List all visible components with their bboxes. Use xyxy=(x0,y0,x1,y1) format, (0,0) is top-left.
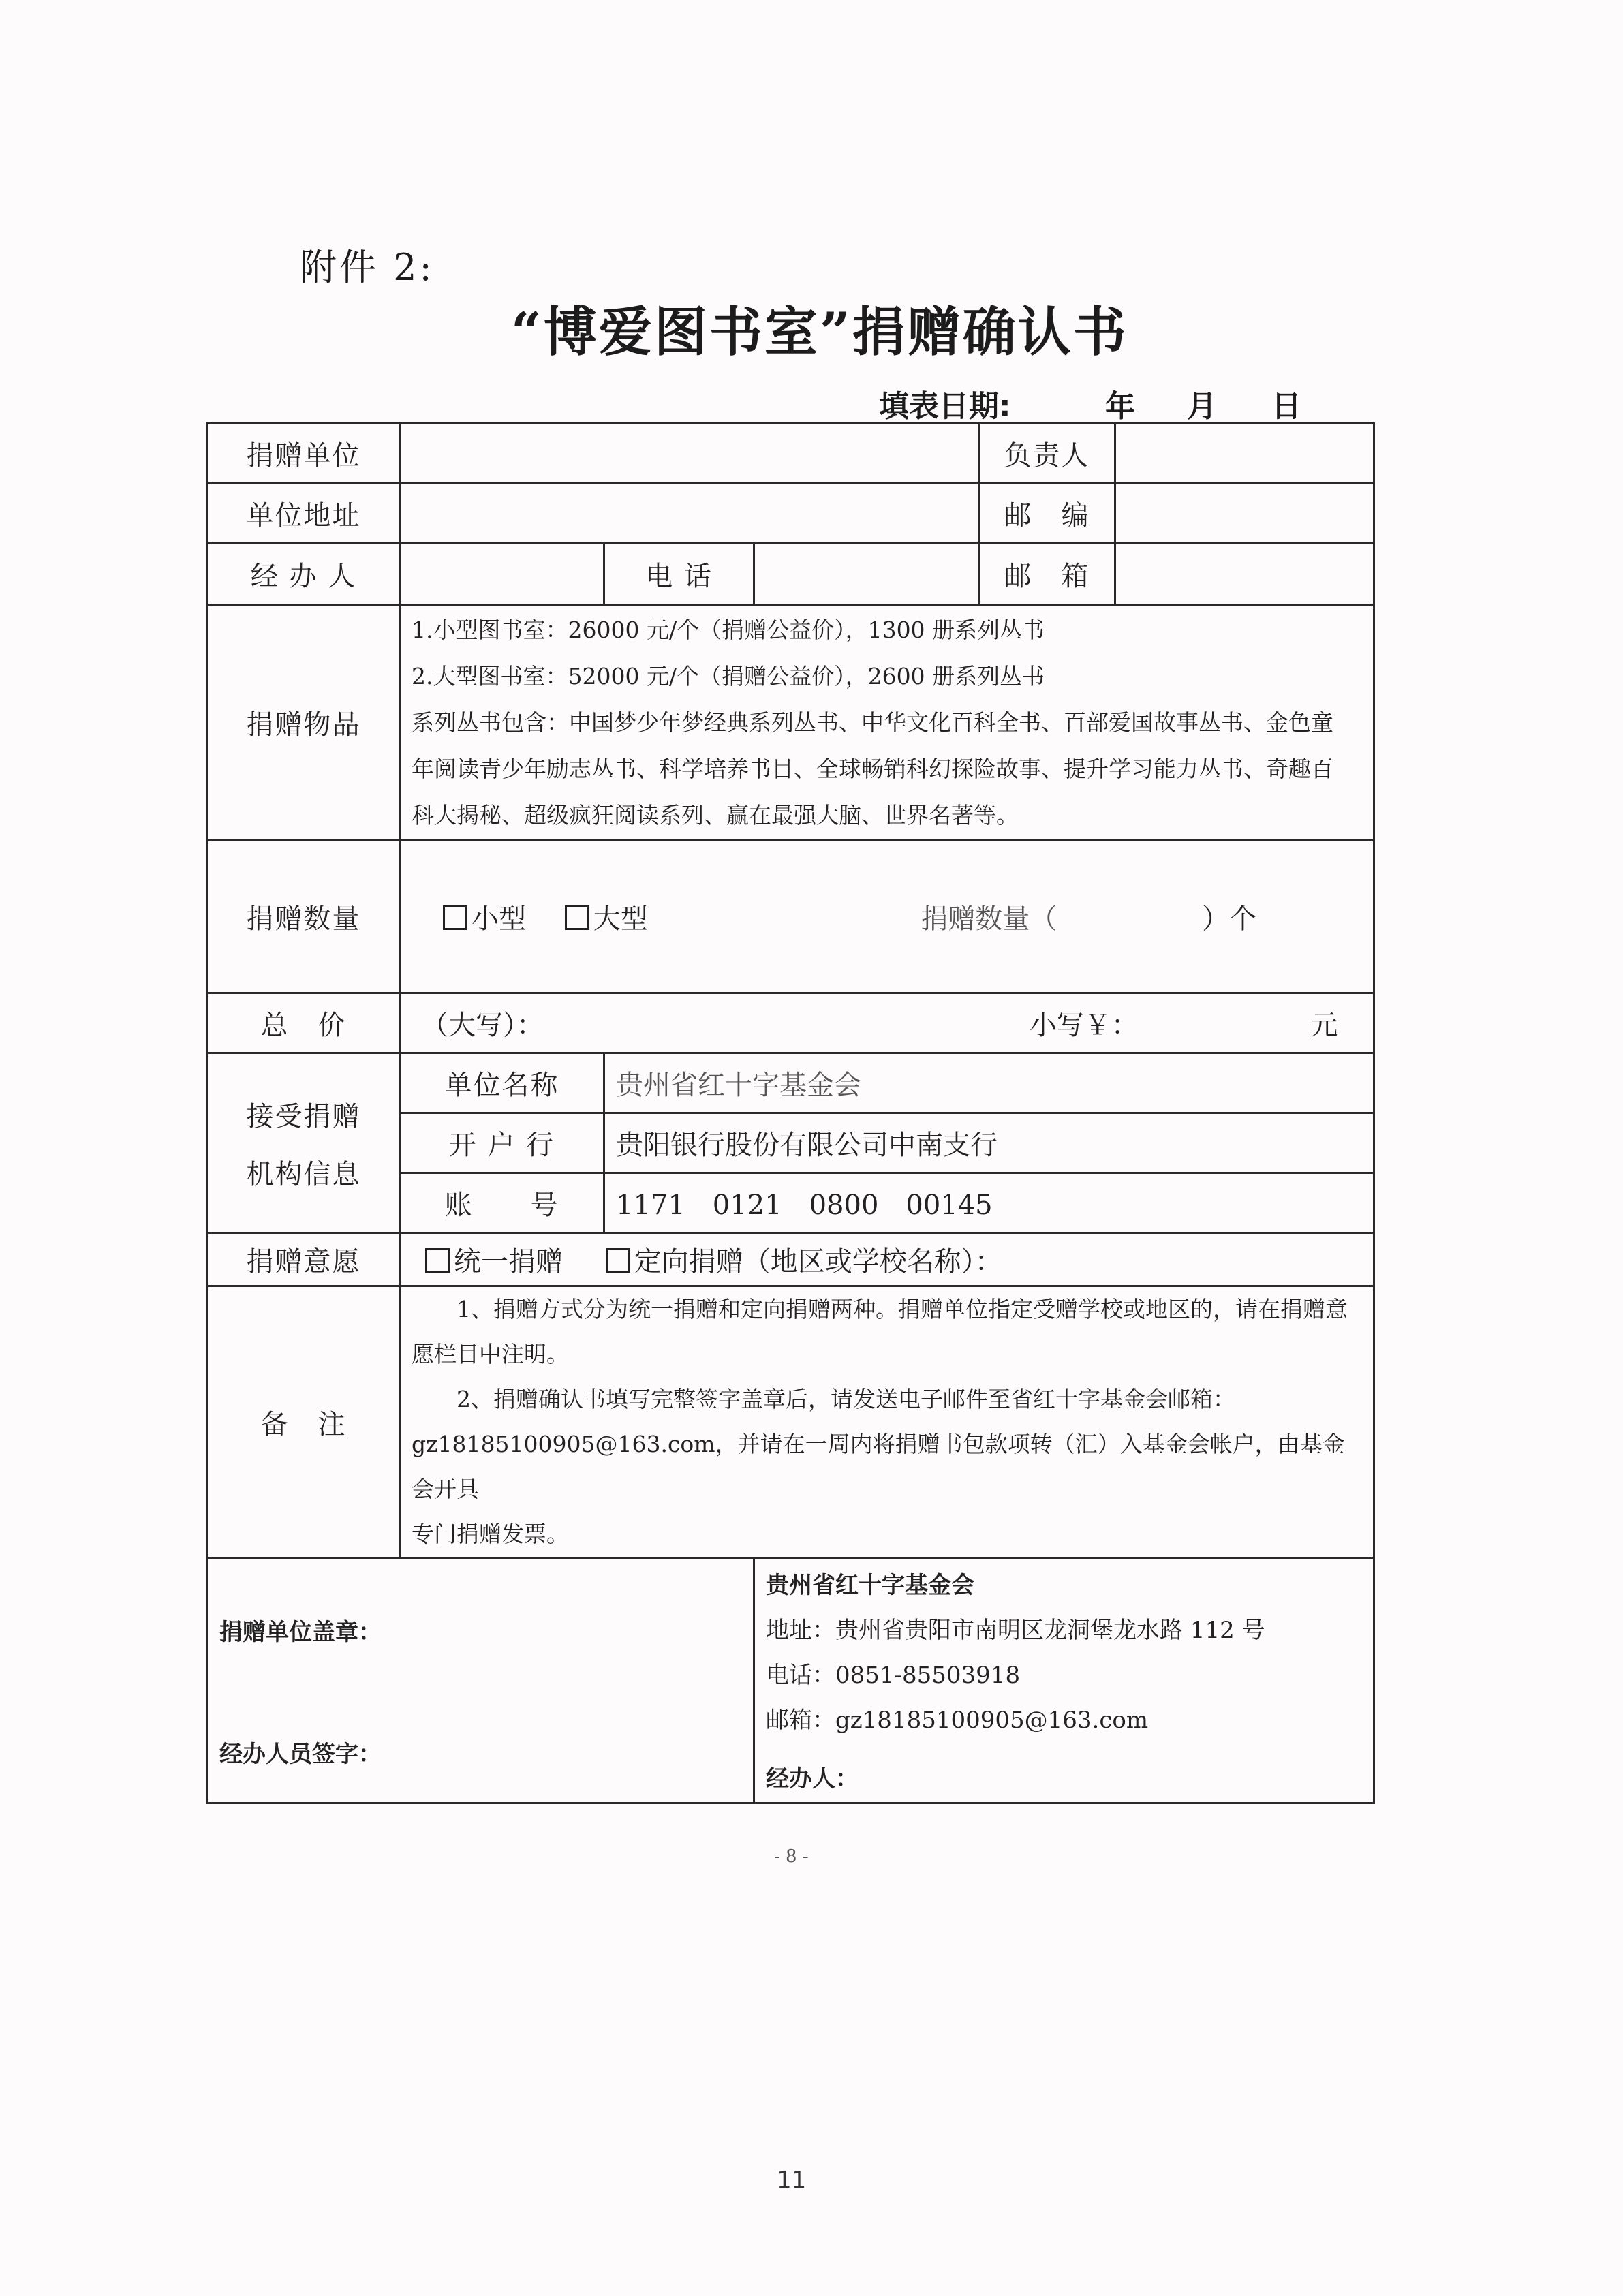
small-checkbox[interactable] xyxy=(443,905,467,930)
items-line: 系列丛书包含：中国梦少年梦经典系列丛书、中华文化百科全书、百部爱国故事丛书、金色童 xyxy=(412,709,1333,736)
email-label: 邮 箱 xyxy=(979,544,1115,605)
recipient-label-line2: 机构信息 xyxy=(246,1158,361,1190)
recipient-label xyxy=(208,1053,400,1233)
account-label: 账 号 xyxy=(400,1173,604,1233)
items-label: 捐赠物品 xyxy=(208,605,400,841)
postcode-label: 邮 编 xyxy=(979,484,1115,544)
remark-line: 愿栏目中注明。 xyxy=(412,1341,569,1367)
directed-label: 定向捐赠（地区或学校名称）： xyxy=(634,1246,1002,1277)
fill-date-label: 填表日期: xyxy=(879,389,1011,424)
handler-field[interactable] xyxy=(400,544,604,605)
total-yuan: 元 xyxy=(1310,1010,1338,1041)
quantity-unit: ）个 xyxy=(1202,903,1257,935)
fill-date-day: 日 xyxy=(1271,389,1301,424)
total-lower-label: 小写￥： xyxy=(1029,1010,1139,1041)
items-line: 2.大型图书室：52000 元/个（捐赠公益价），2600 册系列丛书 xyxy=(412,662,1045,689)
fill-date-year: 年 xyxy=(1105,389,1135,424)
org-email: 邮箱：gz18185100905@163.com xyxy=(766,1707,1149,1734)
unit-address-label: 单位地址 xyxy=(208,484,400,544)
page-number: - 8 - xyxy=(774,1846,809,1867)
remark-line: gz18185100905@163.com，并请在一周内将捐赠书包款项转（汇）入基金会帐户，由基金会开具 xyxy=(412,1431,1345,1502)
remark-label: 备 注 xyxy=(208,1286,400,1558)
large-checkbox[interactable] xyxy=(565,905,589,930)
donor-sign-area xyxy=(208,1558,754,1803)
remark-line: 2、捐赠确认书填写完整签字盖章后，请发送电子邮件至省红十字基金会邮箱： xyxy=(457,1386,1235,1412)
handler-label: 经 办 人 xyxy=(208,544,400,605)
remark-line: 1、捐赠方式分为统一捐赠和定向捐赠两种。捐赠单位指定受赠学校或地区的，请在捐赠意 xyxy=(457,1296,1348,1322)
intent-unified-option[interactable] xyxy=(425,1246,563,1277)
total-content xyxy=(400,993,1374,1053)
unit-name-label: 单位名称 xyxy=(400,1053,604,1113)
bank-label: 开 户 行 xyxy=(400,1113,604,1173)
footer-number: 11 xyxy=(777,2167,807,2194)
org-phone: 电话：0851-85503918 xyxy=(766,1662,1021,1689)
quantity-content xyxy=(400,841,1374,993)
phone-field[interactable] xyxy=(754,544,979,605)
items-line: 1.小型图书室：26000 元/个（捐赠公益价），1300 册系列丛书 xyxy=(412,616,1045,643)
intent-label: 捐赠意愿 xyxy=(208,1233,400,1286)
intent-directed-option[interactable] xyxy=(606,1246,1002,1277)
document-title: “博爱图书室”捐赠确认书 xyxy=(511,301,1128,363)
items-line: 年阅读青少年励志丛书、科学培养书目、全球畅销科幻探险故事、提升学习能力丛书、奇趣百 xyxy=(412,755,1333,782)
donation-form-table xyxy=(206,422,1375,1804)
total-label: 总 价 xyxy=(208,993,400,1053)
unit-name-value: 贵州省红十字基金会 xyxy=(604,1053,1374,1113)
quantity-inline-label: 捐赠数量（ xyxy=(921,903,1057,935)
quantity-label: 捐赠数量 xyxy=(208,841,400,993)
large-label: 大型 xyxy=(593,903,648,935)
recipient-label-line1: 接受捐赠 xyxy=(246,1100,361,1132)
items-line: 科大揭秘、超级疯狂阅读系列、赢在最强大脑、世界名著等。 xyxy=(412,801,1019,828)
email-field[interactable] xyxy=(1115,544,1374,605)
fill-date-month: 月 xyxy=(1187,389,1217,424)
postcode-field[interactable] xyxy=(1115,484,1374,544)
unified-checkbox[interactable] xyxy=(425,1248,450,1273)
person-in-charge-label: 负责人 xyxy=(979,424,1115,484)
attachment-label: 附件 2: xyxy=(300,246,435,289)
bank-value: 贵阳银行股份有限公司中南支行 xyxy=(604,1113,1374,1173)
phone-label: 电 话 xyxy=(604,544,754,605)
org-address: 地址：贵州省贵阳市南明区龙洞堡龙水路 112 号 xyxy=(766,1617,1265,1644)
donor-unit-label: 捐赠单位 xyxy=(208,424,400,484)
items-content xyxy=(400,605,1374,841)
recipient-org-info xyxy=(754,1558,1374,1803)
small-label: 小型 xyxy=(472,903,526,935)
sign-label: 经办人员签字： xyxy=(219,1741,382,1768)
size-small-option[interactable] xyxy=(443,903,526,935)
size-large-option[interactable] xyxy=(565,903,648,935)
unit-address-field[interactable] xyxy=(400,484,979,544)
donor-unit-field[interactable] xyxy=(400,424,979,484)
total-upper-label: （大写）： xyxy=(421,1010,544,1041)
intent-content xyxy=(400,1233,1374,1286)
org-handler: 经办人： xyxy=(766,1765,859,1793)
person-in-charge-field[interactable] xyxy=(1115,424,1374,484)
unified-label: 统一捐赠 xyxy=(454,1246,563,1277)
org-name: 贵州省红十字基金会 xyxy=(766,1572,974,1599)
account-value: 1171 0121 0800 00145 xyxy=(604,1173,1374,1233)
remark-line: 专门捐赠发票。 xyxy=(412,1521,569,1547)
seal-label: 捐赠单位盖章： xyxy=(219,1619,382,1646)
remark-content xyxy=(400,1286,1374,1558)
directed-checkbox[interactable] xyxy=(606,1248,630,1273)
